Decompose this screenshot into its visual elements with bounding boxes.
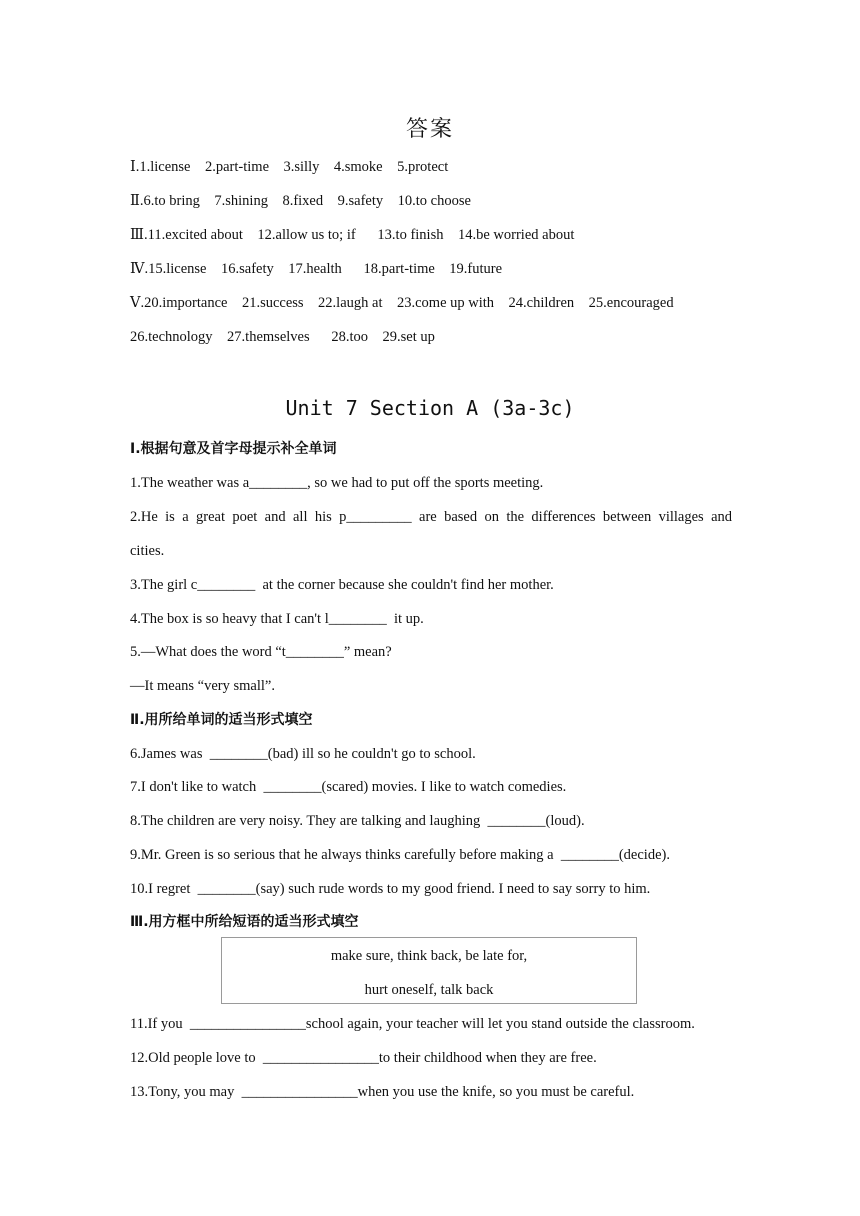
- question-10: 10.I regret ________(say) such rude words to my good friend. I need to say sorry to him.: [130, 881, 651, 897]
- answer-line-4: Ⅳ.15.license 16.safety 17.health 18.part-time 19.future: [130, 261, 503, 277]
- question-9: 9.Mr. Green is so serious that he always thinks carefully before making a ________(decide).: [130, 847, 670, 863]
- question-11: 11.If you ________________school again, your teacher will let you stand outside the classroom.: [130, 1016, 695, 1032]
- question-7: 7.I don't like to watch ________(scared) movies. I like to watch comedies.: [130, 779, 567, 795]
- answer-line-2: Ⅱ.6.to bring 7.shining 8.fixed 9.safety 10.to choose: [130, 193, 471, 209]
- answer-line-1: Ⅰ.1.license 2.part-time 3.silly 4.smoke 5.protect: [130, 159, 449, 175]
- question-2-line-1: 2.He is a great poet and all his p_________ are based on the differences between villages and: [130, 509, 732, 525]
- question-13: 13.Tony, you may ________________when you use the knife, so you must be careful.: [130, 1084, 635, 1100]
- phrase-box-line-2: hurt oneself, talk back: [364, 982, 494, 998]
- answer-line-6: 26.technology 27.themselves 28.too 29.set up: [130, 329, 435, 345]
- question-1: 1.The weather was a________, so we had to put off the sports meeting.: [130, 475, 544, 491]
- question-5-line-1: 5.—What does the word “t________” mean?: [130, 644, 392, 660]
- answers-title: 答案: [405, 117, 454, 142]
- question-8: 8.The children are very noisy. They are talking and laughing ________(loud).: [130, 813, 585, 829]
- question-2-line-2: cities.: [130, 543, 165, 559]
- section-2-heading: Ⅱ.用所给单词的适当形式填空: [130, 712, 313, 728]
- phrase-box: [221, 937, 637, 1004]
- answer-line-3: Ⅲ.11.excited about 12.allow us to; if 13.to finish 14.be worried about: [130, 227, 575, 243]
- unit-title: Unit 7 Section A (3a-3c): [285, 396, 575, 420]
- answer-line-5: Ⅴ.20.importance 21.success 22.laugh at 23.come up with 24.children 25.encouraged: [130, 295, 674, 311]
- section-1-heading: Ⅰ.根据句意及首字母提示补全单词: [130, 441, 337, 457]
- question-12: 12.Old people love to ________________to their childhood when they are free.: [130, 1050, 597, 1066]
- phrase-box-line-1: make sure, think back, be late for,: [330, 948, 528, 964]
- question-3: 3.The girl c________ at the corner because she couldn't find her mother.: [130, 577, 554, 593]
- question-5-line-2: —It means “very small”.: [130, 678, 275, 694]
- question-4: 4.The box is so heavy that I can't l________ it up.: [130, 611, 424, 627]
- question-6: 6.James was ________(bad) ill so he couldn't go to school.: [130, 746, 476, 762]
- section-3-heading: Ⅲ.用方框中所给短语的适当形式填空: [130, 914, 359, 930]
